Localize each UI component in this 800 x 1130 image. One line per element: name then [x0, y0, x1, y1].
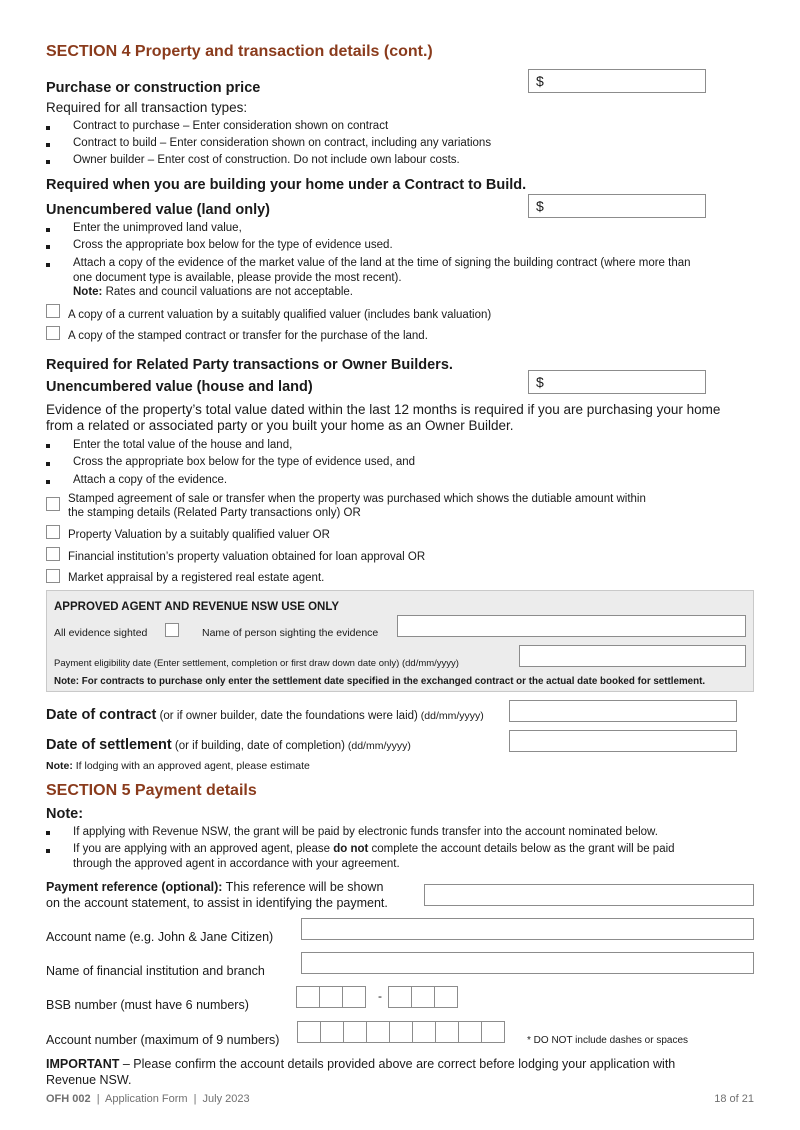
- note-text: If lodging with an approved agent, please estimate: [72, 760, 310, 772]
- purchase-price-field[interactable]: [528, 69, 706, 93]
- related-bullet: Cross the appropriate box below for the type of evidence used, and: [73, 456, 416, 468]
- land-value-title: Unencumbered value (land only): [46, 202, 270, 218]
- footer-info: [46, 1093, 250, 1105]
- account-name-label: Account name (e.g. John & Jane Citizen): [46, 930, 274, 944]
- important-label: IMPORTANT: [46, 1057, 120, 1071]
- valuation-option-label: A copy of a current valuation by a suitably qualified valuer (includes bank valuation): [68, 309, 492, 321]
- date-of-contract-detail: (or if owner builder, date the foundations were laid): [156, 710, 418, 722]
- related-party-heading: Required for Related Party transactions or Owner Builders.: [46, 357, 453, 373]
- note-text: Rates and council valuations are not acceptable.: [102, 286, 353, 298]
- payment-bullet-emphasis: do not: [333, 843, 369, 855]
- valuation-checkbox[interactable]: [46, 304, 60, 318]
- dollar-sign: $: [536, 198, 544, 214]
- payment-reference-text: This reference will be shown: [222, 880, 384, 894]
- institution-label: Name of financial institution and branch: [46, 964, 265, 978]
- market-appraisal-label: Market appraisal by a registered real estate agent.: [68, 572, 325, 584]
- bullet-icon: [46, 126, 50, 130]
- footer-separator: |: [193, 1093, 197, 1105]
- property-valuation-checkbox[interactable]: [46, 525, 60, 539]
- dollar-sign: $: [536, 374, 544, 390]
- related-bullet: Attach a copy of the evidence.: [73, 474, 228, 486]
- bullet-icon: [46, 480, 50, 484]
- account-number-cells[interactable]: [298, 1021, 505, 1043]
- document-date: July 2023: [202, 1093, 250, 1105]
- account-number-note: * DO NOT include dashes or spaces: [527, 1035, 689, 1046]
- account-number-label: Account number (maximum of 9 numbers): [46, 1033, 280, 1047]
- important-text: – Please confirm the account details provided above are correct before lodging your application with: [119, 1057, 676, 1071]
- bullet-icon: [46, 831, 50, 835]
- bullet-icon: [46, 444, 50, 448]
- date-of-contract-title: Date of contract: [46, 707, 157, 723]
- payment-bullet: [73, 843, 675, 855]
- bullet-icon: [46, 245, 50, 249]
- bullet-icon: [46, 263, 50, 267]
- stamped-agreement-label-continued: the stamping details (Related Party transactions only) OR: [68, 507, 361, 519]
- related-party-intro: Evidence of the property’s total value dated within the last 12 months is required if you are purchasing your home: [46, 402, 721, 417]
- land-bullet-continued: one document type is available, please provide the most recent).: [73, 272, 402, 284]
- institution-field[interactable]: [301, 952, 754, 974]
- stamped-contract-checkbox[interactable]: [46, 326, 60, 340]
- purchase-bullet: Contract to purchase – Enter consideration shown on contract: [73, 120, 389, 132]
- evidence-sighted-checkbox[interactable]: [165, 623, 179, 637]
- purchase-bullet: Contract to build – Enter consideration shown on contract, including any variations: [73, 137, 492, 149]
- related-bullet: Enter the total value of the house and land,: [73, 439, 293, 451]
- land-note: [73, 286, 353, 298]
- date-of-settlement-field[interactable]: [509, 730, 737, 752]
- payment-eligibility-field[interactable]: [519, 645, 746, 667]
- bsb-label: BSB number (must have 6 numbers): [46, 998, 249, 1012]
- section4-heading: SECTION 4 Property and transaction details (cont.): [46, 43, 433, 60]
- payment-bullet: If applying with Revenue NSW, the grant will be paid by electronic funds transfer into the account nominated below.: [73, 826, 658, 838]
- payment-reference-label: [46, 880, 383, 894]
- note-label: Note:: [73, 286, 103, 298]
- bullet-icon: [46, 143, 50, 147]
- property-valuation-label: Property Valuation by a suitably qualified valuer OR: [68, 529, 330, 541]
- purchase-bullet: Owner builder – Enter cost of construction. Do not include own labour costs.: [73, 154, 460, 166]
- stamped-agreement-label: Stamped agreement of sale or transfer when the property was purchased which shows the dutiable amount within: [68, 493, 646, 505]
- stamped-agreement-checkbox[interactable]: [46, 497, 60, 511]
- document-type: Application Form: [105, 1093, 188, 1105]
- footer-separator: |: [96, 1093, 100, 1105]
- bsb-dash: -: [378, 989, 382, 1003]
- bullet-icon: [46, 228, 50, 232]
- note-label: Note:: [46, 760, 73, 772]
- bsb-last-three[interactable]: [389, 986, 458, 1008]
- agent-box-note: Note: For contracts to purchase only enter the settlement date specified in the exchanged contract or the actual date booked for settlement.: [54, 676, 706, 687]
- form-code: OFH 002: [46, 1093, 91, 1105]
- date-of-settlement-detail: (or if building, date of completion): [171, 740, 345, 752]
- market-appraisal-checkbox[interactable]: [46, 569, 60, 583]
- land-bullet: Enter the unimproved land value,: [73, 222, 242, 234]
- land-bullet: Cross the appropriate box below for the type of evidence used.: [73, 239, 393, 251]
- date-of-contract-field[interactable]: [509, 700, 737, 722]
- payment-eligibility-label: Payment eligibility date (Enter settlement, completion or first draw down date only) (dd/mm/yyyy): [54, 658, 459, 669]
- institution-valuation-label: Financial institution’s property valuation obtained for loan approval OR: [68, 551, 426, 563]
- person-sighting-label: Name of person sighting the evidence: [202, 627, 379, 639]
- stamped-contract-option-label: A copy of the stamped contract or transfer for the purchase of the land.: [68, 330, 428, 342]
- person-sighting-field[interactable]: [397, 615, 746, 637]
- date-of-settlement-title: Date of settlement: [46, 737, 172, 753]
- section5-heading: SECTION 5 Payment details: [46, 782, 257, 799]
- estimate-note: [46, 760, 310, 772]
- date-of-contract-label: [46, 706, 484, 724]
- dollar-sign: $: [536, 73, 544, 89]
- land-value-field[interactable]: [528, 194, 706, 218]
- payment-bullet-continued: through the approved agent in accordance with your agreement.: [73, 858, 400, 870]
- payment-reference-title: Payment reference (optional):: [46, 880, 223, 894]
- purchase-intro: Required for all transaction types:: [46, 100, 248, 115]
- institution-valuation-checkbox[interactable]: [46, 547, 60, 561]
- payment-bullet-text: If you are applying with an approved agent, please: [73, 843, 334, 855]
- date-of-settlement-label: [46, 736, 411, 754]
- bullet-icon: [46, 160, 50, 164]
- payment-bullet-text: complete the account details below as the grant will be paid: [368, 843, 675, 855]
- contract-to-build-heading: Required when you are building your home under a Contract to Build.: [46, 177, 527, 193]
- agent-box-heading: APPROVED AGENT AND REVENUE NSW USE ONLY: [54, 601, 339, 613]
- bullet-icon: [46, 462, 50, 466]
- page-number: 18 of 21: [714, 1093, 754, 1105]
- important-notice-continued: Revenue NSW.: [46, 1073, 132, 1087]
- date-format: (dd/mm/yyyy): [417, 710, 484, 722]
- important-notice: [46, 1057, 675, 1071]
- payment-reference-label-continued: on the account statement, to assist in identifying the payment.: [46, 896, 388, 910]
- purchase-price-title: Purchase or construction price: [46, 80, 261, 96]
- date-format: (dd/mm/yyyy): [344, 740, 411, 752]
- house-land-value-field[interactable]: [528, 370, 706, 394]
- related-party-intro-continued: from a related or associated party or you built your home as an Owner Builder.: [46, 418, 514, 433]
- evidence-sighted-label: All evidence sighted: [54, 627, 148, 639]
- bsb-first-three[interactable]: [297, 986, 366, 1008]
- account-name-field[interactable]: [301, 918, 754, 940]
- payment-note-title: Note:: [46, 806, 84, 822]
- payment-reference-field[interactable]: [424, 884, 754, 906]
- land-bullet: Attach a copy of the evidence of the market value of the land at the time of signing the building contract (where more than: [73, 257, 691, 269]
- house-land-value-title: Unencumbered value (house and land): [46, 379, 313, 395]
- bullet-icon: [46, 849, 50, 853]
